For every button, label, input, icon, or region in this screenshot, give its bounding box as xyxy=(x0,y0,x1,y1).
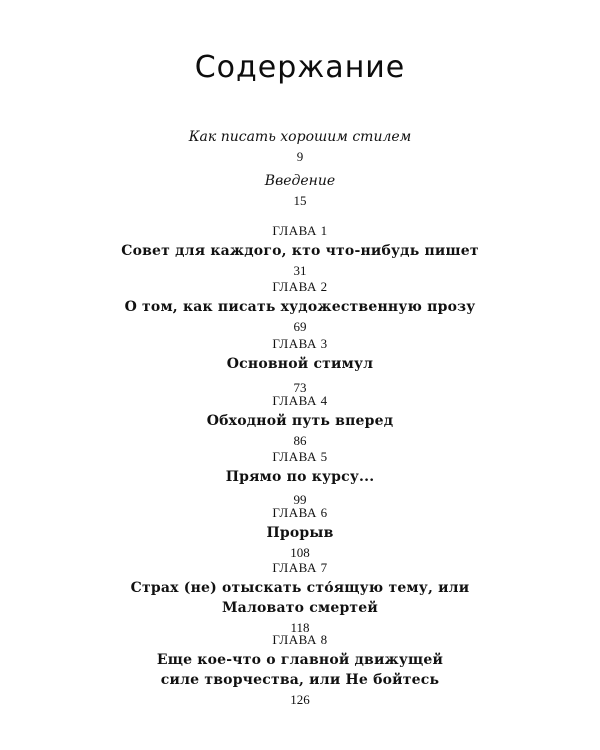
entry-title: Как писать хорошим стилем xyxy=(188,129,412,145)
chapter-title: Прямо по курсу... xyxy=(225,469,375,485)
chapter-title-continued: силе творчества, или Не бойтесь xyxy=(160,672,440,688)
chapter-title-continued: Маловато смертей xyxy=(221,600,378,616)
toc-entry-intro-2[interactable] xyxy=(0,171,600,211)
chapter-label: ГЛАВА 6 xyxy=(272,505,328,520)
chapter-title: Обходной путь вперед xyxy=(206,413,394,429)
chapter-label: ГЛАВА 4 xyxy=(272,393,328,408)
chapter-label: ГЛАВА 2 xyxy=(272,279,328,294)
entry-title: Введение xyxy=(264,173,336,189)
chapter-page-number: 99 xyxy=(293,492,307,507)
toc-entry-chapter-6[interactable] xyxy=(0,503,600,563)
chapter-page-number: 73 xyxy=(293,380,307,395)
chapter-title: Прорыв xyxy=(266,525,334,541)
chapter-title: Основной стимул xyxy=(226,356,374,372)
toc-entry-chapter-1[interactable] xyxy=(0,221,600,281)
toc-entry-chapter-2[interactable] xyxy=(0,277,600,337)
toc-entry-chapter-7[interactable] xyxy=(0,558,600,638)
chapter-title: Совет для каждого, кто что-нибудь пишет xyxy=(121,243,479,259)
toc-entry-chapter-8[interactable] xyxy=(0,630,600,710)
chapter-page-number: 86 xyxy=(293,433,307,448)
chapter-page-number: 69 xyxy=(293,319,307,334)
entry-page-number: 15 xyxy=(293,193,307,208)
chapter-label: ГЛАВА 1 xyxy=(272,223,328,238)
chapter-page-number: 126 xyxy=(290,692,310,707)
toc-entry-chapter-4[interactable] xyxy=(0,391,600,451)
toc-entry-chapter-5[interactable] xyxy=(0,447,600,510)
page-title: Содержание xyxy=(194,50,406,85)
entry-page-number: 9 xyxy=(296,149,304,164)
toc-entry-chapter-3[interactable] xyxy=(0,334,600,398)
chapter-label: ГЛАВА 3 xyxy=(272,336,328,351)
chapter-label: ГЛАВА 7 xyxy=(272,560,328,575)
chapter-page-number: 31 xyxy=(293,263,307,278)
toc-entry-intro-1[interactable] xyxy=(0,127,600,167)
chapter-page-number: 108 xyxy=(290,545,310,560)
chapter-label: ГЛАВА 5 xyxy=(272,449,328,464)
chapter-title: Страх (не) отыскать сто́ящую тему, или xyxy=(130,580,470,596)
chapter-label: ГЛАВА 8 xyxy=(272,632,328,647)
chapter-page-number: 118 xyxy=(290,620,310,635)
chapter-title: О том, как писать художественную прозу xyxy=(124,299,476,315)
chapter-title: Еще кое-что о главной движущей xyxy=(156,652,444,668)
